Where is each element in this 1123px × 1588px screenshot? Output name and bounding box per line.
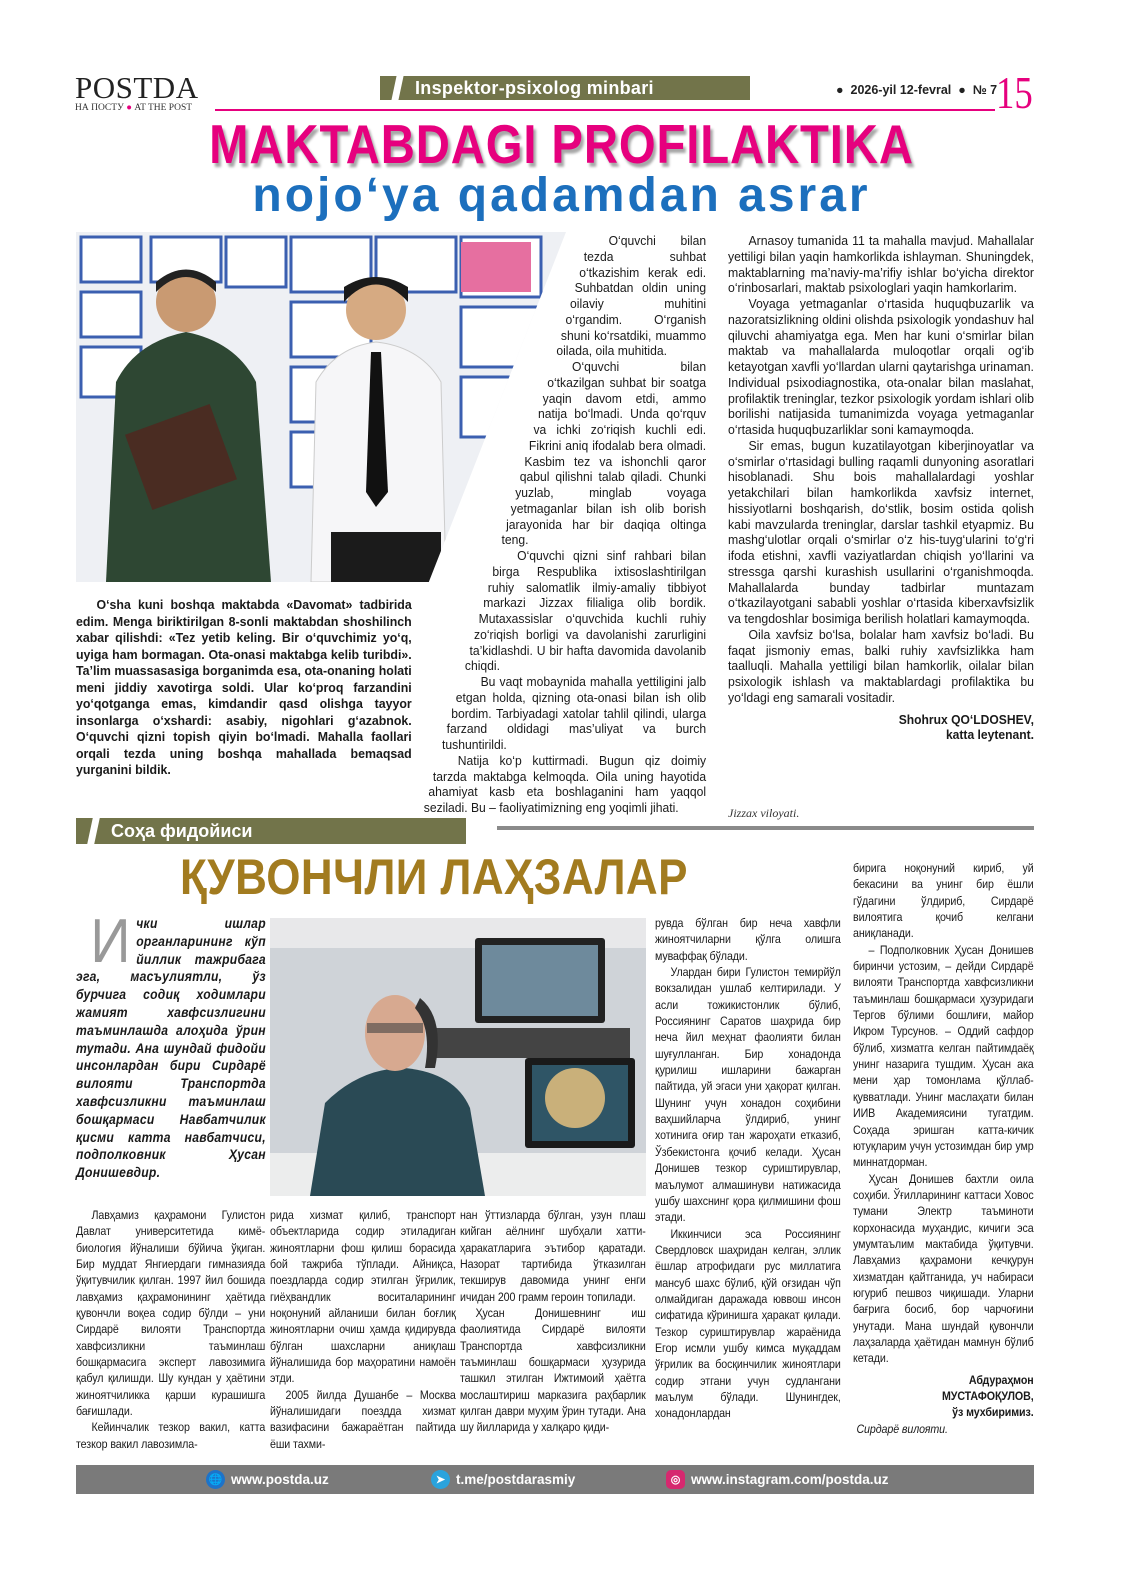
paragraph: рувда бўлган бир неча хавфли жиноятчиларни қўлга олишга муваффақ бўлади. <box>655 916 841 963</box>
telegram-link[interactable] <box>431 1470 575 1489</box>
telegram-text: t.me/postdarasmiy <box>456 1472 576 1487</box>
logo-subtitle-ru: НА ПОСТУ <box>75 103 124 113</box>
paragraph: Voyaga yetmaganlar o‘rtasida huquqbuzarlik va nazoratsizlikning oldini olishda psixologik yondashuv hal qiluvchi ahamiyatga ega. Men har kuni o‘smirlar bilan maktab va mahallalarda muloqotlar orqali og‘ib ketayotgan xavfli yo‘llardan ularni qaytarishga urinaman. Individual psixodiagnostika, ota-onalar bilan maslahat, profilaktik treninglar, tezkor psixologik yordam ishlari olib borilishi natijasida tumanimizda voyaga yetmaganlar o‘rtasida huquqbuzarliklar soni kamaymoqda. <box>728 296 1034 437</box>
article2-column-3 <box>460 1207 646 1436</box>
article2-column-2 <box>270 1207 456 1452</box>
issue-number: № 7 <box>972 83 998 97</box>
author-first-name: Абдураҳмон <box>968 1372 1034 1387</box>
paragraph: O‘quvchi qizni sinf rahbari bilan birga Respublika ixtisoslashtirilgan ruhiy salomatlik ilmiy-amaliy tibbiyot markazi Jizzax filialiga olib bordik. Mutaxassislar o‘quvchida kuchli ruhiy zo‘riqish borligi va davolanishi zarurligini ta’kidlashdi. U bir hafta davomida davolanib chiqdi. <box>464 548 707 674</box>
article2-intro <box>76 907 266 1182</box>
paragraph: Natija ko‘p kuttirmadi. Bugun qiz doimiy tarzda maktabga kelmoqda. Oila uning hayotida ahamiyat kasb eta boshlaganini ham yaqqol seziladi. Bu – faoliyatimizning eng yoqimli jihati. <box>423 752 707 815</box>
paragraph: рида хизмат қилиб, транспорт объектларида содир этиладиган жиноятларни фош қилиш борасида бой тажриба тўплади. Айниқса, поездларда содир этилган ўғрилик, гиёҳвандлик воситаларининг ноқонуний айланиши билан боғлиқ жиноятларни очиш ҳамда қидирувда бўлган шахсларни аниқлаш йўналишида бор маҳоратини намоён этди. <box>270 1208 456 1386</box>
paragraph: O‘quvchi bilan tezda suhbat o‘tkazishim kerak edi. Suhbatdan oldin uning oilaviy muhitini o‘rgandim. O‘rganish shuni ko‘rsatdiki, muammo oilada, oila muhitida. <box>556 233 707 359</box>
article2-column-5 <box>853 860 1034 1437</box>
article1-location: Jizzax viloyati. <box>728 806 800 820</box>
section-banner <box>380 76 750 100</box>
paragraph: Лавҳамиз қаҳрамони Гулистон Давлат университетида кимё-биология йўналиши бўйича ўқиган. Бир муддат Янгиердаги гимназияда ўқитувчилик қилган. 1997 йил бошида лавҳамиз қаҳрамонининг ҳаётида қувончли воқеа содир бўлди – уни Сирдарё вилояти Транспортда хавфсизликни таъминлаш бошқармасига эксперт лавозимига қабул қилишди. Шу кундан у ҳаётини жиноятчиликка қарши курашишга бағишлади. <box>76 1208 266 1419</box>
paragraph: Кейинчалик тезкор вакил, катта тезкор вакил лавозимла- <box>76 1420 266 1451</box>
paragraph: Иккинчиси эса Россиянинг Свердловск шаҳридан келган, эллик ёшлар атрофидаги рус миллатига мансуб шахс бўлиб, қўй оғзидан чўп олмайдиган даражада юввош инсон сифатида кўринишга ҳаракат қилади. Тезкор суриштирувлар жараёнида Егор исмли ушбу кимса муқаддам ўғрилик ва босқинчилик жиноятлари содир этгани учун судлангани маълум бўлади. Шунингдек, хонадонлардан <box>655 1226 841 1421</box>
section-banner-2 <box>76 818 466 844</box>
website-text: www.postda.uz <box>231 1472 329 1487</box>
article1-column-2 <box>420 233 706 816</box>
header-rule <box>215 109 995 111</box>
article2-column-4 <box>655 915 841 1422</box>
logo-subtitle: НА ПОСТУ ● AT THE POST <box>75 103 193 113</box>
author-name: Shohrux QO‘LDOSHEV, <box>898 711 1034 727</box>
article1-byline <box>728 712 1034 742</box>
author-rank: katta leytenant. <box>945 726 1034 742</box>
article2-column-1 <box>76 1207 265 1452</box>
article1-subtitle: nojo‘ya qadamdan asrar <box>252 169 871 222</box>
intro-text: чки ишлар органларининг кўп йиллик тажрибага эга, масъулиятли, ўз бурчига содиқ ходимлари жамият хавфсизлигини таъминлашда алоҳида ўрин тутади. Ана шундай фидойи инсонлардан бири Сирдарё вилояти Транспортда хавфсизликни таъминлаш бошқармаси Навбатчилик қисми катта навбатчиси, подполковник Ҳусан Донишевдир. <box>76 916 266 1181</box>
paragraph: O‘quvchi bilan o‘tkazilgan suhbat bir soatga yaqin davom etdi, ammo natija bo‘lmadi. Unda qo‘rquv va ichki zo‘riqish kuchli edi. Fikrini aniq ifodalab bera olmadi. Kasbim tez va ishonchli qaror qabul qilishni talab qiladi. Chunki yuzlab, minglab voyaga yetmaganlar bilan ish olib borish jarayonida har bir daqiqa oltinga teng. <box>501 359 707 548</box>
footer-bar <box>76 1465 1034 1494</box>
paragraph: Sir emas, bugun kuzatilayotgan kiberjinoyatlar va o‘smirlar o‘rtasidagi bulling raqamli dunyoning asoratlari hisoblanadi. Shu bois mahallalardagi yoshlar yetakchilari bilan hamkorlikda xavfsiz internet, hissiyotlarni boshqarish, do‘stlik, bosim ostida qolish kabi mavzularda treninglar, darslar tashkil etyapmiz. Bu mashg‘ulotlar orqali o‘smirlar o‘z his-tuyg‘ularini to‘g‘ri ifoda etishni, xavfli vaziyatlardan chiqish yo‘llarini va stressga qarshi kurashish usullarini o‘rganishmoqda. Mahallalarda bunday tadbirlar muntazam o‘tkazilayotgani sababli yoshlar o‘rtasida kiberxavfsizlik va tengdoshlar bosimiga berilish holatlari kamaymoqda. <box>728 437 1034 626</box>
section-label-2: Соҳа фидойиси <box>111 820 253 841</box>
paragraph: Bu vaqt mobaynida mahalla yettiligini jalb etgan holda, qizning ota-onasi bilan ish olib bordim. Tarbiyadagi xatolar tahlil qilindi, ularga farzand oldidagi mas’uliyat va burch tushuntirildi. <box>442 674 707 752</box>
globe-icon: 🌐 <box>206 1470 225 1489</box>
paragraph: Oila xavfsiz bo‘lsa, bolalar ham xavfsiz bo‘ladi. Bu faqat jismoniy emas, balki ruhiy xavfsizlikka ham taalluqli. Mahalla yettiligi bilan hamkorlik, oilalar bilan psixologik ishlash va maktablardagi profilaktika bu yo‘ldagi eng samarali vositadir. <box>728 626 1034 705</box>
article2-title: ҚУВОНЧЛИ ЛАҲЗАЛАР <box>180 849 688 905</box>
author-role: ўз мухбиримиз. <box>952 1404 1034 1419</box>
paragraph: Ҳусан Донишевнинг иш фаолиятида Сирдарё вилояти Транспортда хавфсизликни таъминлаш бошқармаси ҳузурида ташкил этилган Ижтимоий ҳаётга мослаштириш марказига раҳбарлик қилган даври муҳим ўрин тутади. Ана шу йилларида у халқаро қиди- <box>460 1306 646 1435</box>
article1-title: MAKTABDAGI PROFILAKTIKA <box>209 113 914 175</box>
issue-date: ● 2026-yil 12-fevral ● № 7 <box>836 83 998 97</box>
telegram-icon: ➤ <box>431 1470 450 1489</box>
page-number: 15 <box>996 67 1033 118</box>
paragraph: Ҳусан Донишев бахтли оила соҳиби. Ўғилларининг каттаси Ховос тумани Электр таъминоти корхонасида муҳандис, кичиги эса умумтаълим мактабида ўқитувчи. Лавҳамиз қаҳрамони кечқурун хизматдан қайтганида, уч набираси югуриб пешвоз чиқишади. Уларни бағрига босиб, бор чарчоғини унутади. Мана шундай қувончли лаҳзаларда ҳаётидан мамнун бўлиб кетади. <box>853 1171 1034 1366</box>
date-text: 2026-yil 12-fevral <box>850 83 952 97</box>
paragraph: Arnasoy tumanida 11 ta mahalla mavjud. Mahallalar yettiligi bilan yaqin hamkorlikda ishlayman. Shuningdek, maktablarning ma’naviy-ma’rifiy ishlar bo‘yicha direktor o‘rinbosarlari, maktab psixologlari yaqin hamkorlarim. <box>728 233 1034 296</box>
author-last-name: МУСТАФОҚУЛОВ, <box>941 1388 1034 1403</box>
section-divider <box>497 826 1034 830</box>
paragraph: – Подполковник Ҳусан Донишев биринчи устозим, – дейди Сирдарё вилояти Транспортда хавфсизликни таъминлаш бошқармаси ҳузуридаги Тергов бўлими бошлиғи, майор Икром Турсунов. – Оддий сафдор бўлиб, хизматга келган пайтимдаёқ унинг назарига тушдим. Ҳусан ака мени ҳар томонлама қўллаб-қувватлади. Унинг маслаҳати билан ИИВ Академиясини тугатдим. Соҳада эришган катта-кичик ютуқларим учун устозимдан бир умр миннатдорман. <box>853 942 1034 1170</box>
instagram-icon: ◎ <box>666 1470 685 1489</box>
drop-cap: И <box>90 907 131 976</box>
lead-paragraph: O‘sha kuni boshqa maktabda «Davomat» tadbirida edim. Menga biriktirilgan 8-sonli maktabdan shoshilinch xabar qilishdi: «Tez yetib keling. Bir o‘quvchimiz yo‘q, uyiga ham bormagan. Ota-onasi maktabga kelib turibdi». Ta’lim muassasasiga borganimda esa, ota-onaning holati meni jiddiy xavotirga soldi. Ular ko‘proq farzandini yo‘qotganga emas, kimdandir qasd olishga tayyor insonlarga o‘xshardi: asabiy, nigohlari g‘azabnok. O‘quvchi qizni topish qiyin bo‘lmadi. Mahalla faollari orqali tezda uning boshqa mahallada bemaqsad yurganini bildik. <box>76 597 412 777</box>
paragraph: Улардан бири Гулистон темирйўл вокзалидан ушлаб келтирилади. У асли тожикистонлик бўлиб, Россиянинг Саратов шаҳрида бир неча йил меҳнат фаолияти билан шуғулланган. Бир хонадонда қурилиш ишларини бажарган пайтида, уй эгаси уни ҳақорат қилган. Шунинг учун хонадон соҳибини ваҳшийларча ўлдириб, унинг хотинига оғир тан жароҳати етказиб, Ўзбекистонга қочиб келади. Ҳусан Донишев тезкор суриштирувлар, маълумот алмашинуви натижасида ушбу шахснинг қора қилмишини фош этади. <box>655 965 841 1225</box>
newspaper-logo: POSTDA <box>75 70 199 105</box>
instagram-link[interactable] <box>666 1470 889 1489</box>
section-label: Inspektor-psixolog minbari <box>415 77 654 98</box>
article1-lead <box>76 597 412 779</box>
article2-location: Сирдарё вилояти. <box>856 1421 948 1436</box>
paragraph: бирига ноқонуний кириб, уй бекасини ва унинг бир ёшли гўдагини ўлдириб, Сирдарё вилоятига қочиб келгани аниқланади. <box>853 861 1034 941</box>
instagram-text: www.instagram.com/postda.uz <box>691 1472 889 1487</box>
article1-column-3 <box>728 233 1034 742</box>
website-link[interactable] <box>206 1470 329 1489</box>
paragraph: 2005 йилда Душанбе – Москва йўналишидаги поездда хизмат вазифасини бажараётган пайтида ёши тахми- <box>270 1387 456 1451</box>
paragraph: нан ўттизларда бўлган, узун плаш кийган аёлнинг шубҳали хатти-ҳаракатларига эътибор қаратади. Назорат тартибида ўтказилган текширув давомида унинг енги ичидан 200 грамм героин топилади. <box>460 1208 646 1304</box>
article2-byline <box>853 1372 1034 1420</box>
logo-subtitle-en: AT THE POST <box>134 103 193 113</box>
article2-photo <box>270 918 646 1196</box>
